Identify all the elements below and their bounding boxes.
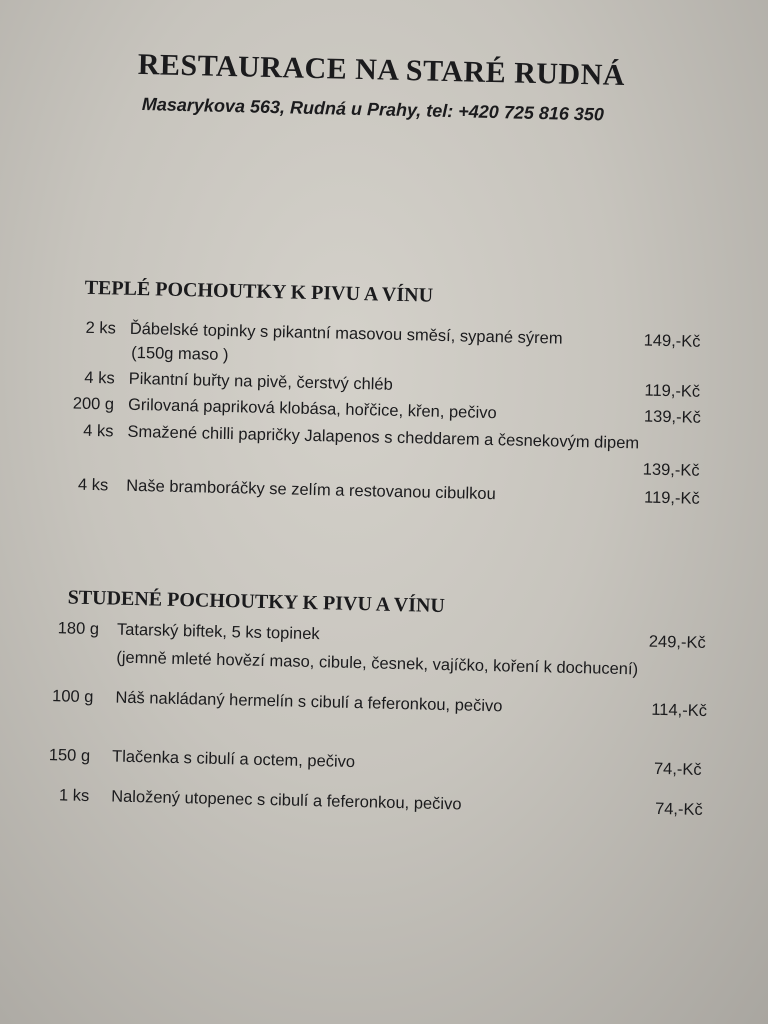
item-qty: 2 ks [85,318,117,338]
item-qty: 4 ks [84,368,115,388]
item-note: (150g maso ) [131,343,229,365]
item-desc: Naše bramboráčky se zelím a restovanou cibulkou [126,476,496,504]
item-qty: 1 ks [58,786,90,806]
item-qty: 150 g [48,746,91,766]
item-price: 249,-Kč [648,632,706,652]
item-price: 119,-Kč [644,381,701,401]
item-price: 149,-Kč [643,331,701,351]
item-desc: Tlačenka s cibulí a octem, pečivo [111,747,356,772]
item-price: 119,-Kč [643,488,700,508]
item-desc: Naložený utopenec s cibulí a feferonkou, pečivo [110,787,462,814]
item-price: 114,-Kč [651,700,708,721]
item-price: 74,-Kč [653,759,702,779]
restaurant-address: Masarykova 563, Rudná u Prahy, tel: +420 725 816 350 [141,94,605,125]
item-qty: 200 g [72,394,115,414]
item-price: 74,-Kč [654,799,703,819]
item-price: 139,-Kč [642,460,700,480]
item-qty: 100 g [51,687,94,707]
item-note: (jemně mleté hovězí maso, cibule, česnek, vajíčko, koření k dochucení) [116,648,639,679]
restaurant-name: RESTAURACE NA STARÉ RUDNÁ [137,47,626,92]
item-desc: Tatarský biftek, 5 ks topinek [116,620,320,644]
item-qty: 4 ks [83,421,114,441]
item-desc: Smažené chilli papričky Jalapenos s cheddarem a česnekovým dipem [127,422,640,453]
item-price: 139,-Kč [643,407,702,427]
item-qty: 180 g [57,619,100,639]
section-title-warm: TEPLÉ POCHOUTKY K PIVU A VÍNU [84,276,434,307]
item-desc: Náš nakládaný hermelín s cibulí a feferonkou, pečivo [115,688,503,716]
section-title-cold: STUDENÉ POCHOUTKY K PIVU A VÍNU [67,586,446,618]
item-qty: 4 ks [77,475,109,495]
item-desc: Pikantní buřty na pivě, čerstvý chléb [128,369,393,394]
item-desc: Grilovaná papriková klobása, hořčice, křen, pečivo [127,395,497,423]
item-desc: Ďábelské topinky s pikantní masovou směsí, sypané sýrem [129,319,563,348]
